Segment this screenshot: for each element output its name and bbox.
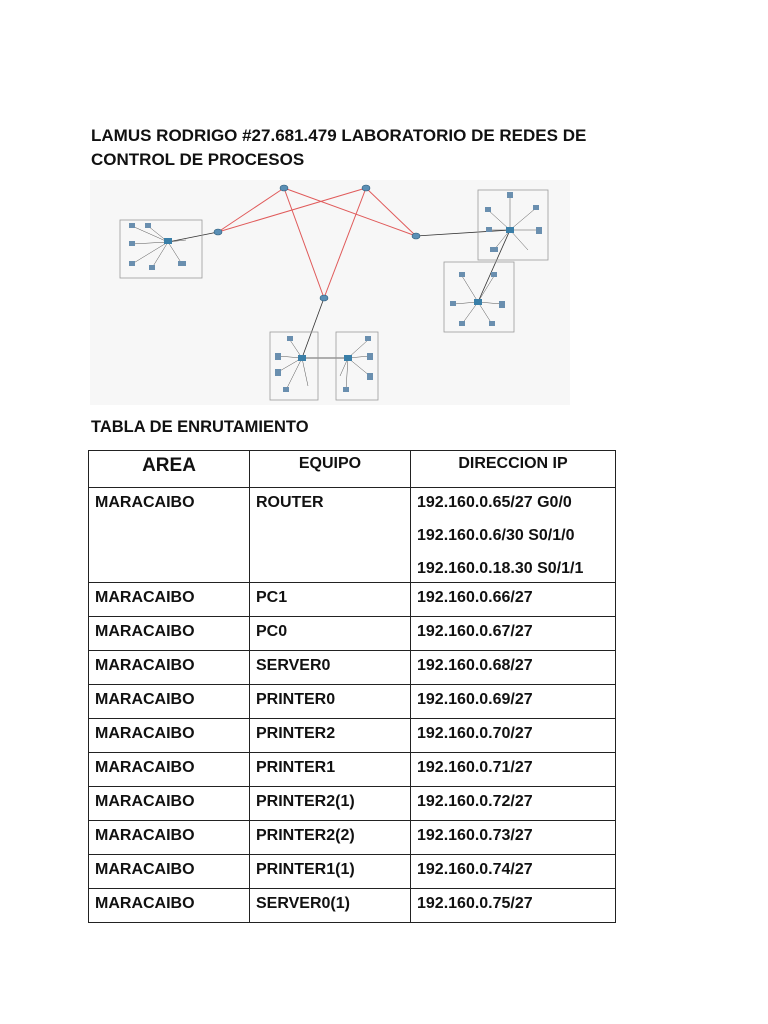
- ip-address: 192.160.0.18.30 S0/1/1: [417, 560, 584, 577]
- lan-links: [168, 230, 510, 358]
- cell-equipo: ROUTER: [250, 488, 411, 583]
- ip-address: 192.160.0.71/27: [417, 759, 533, 776]
- header-equipo: EQUIPO: [250, 451, 411, 488]
- cell-ip: [411, 488, 616, 583]
- cell-equipo: PC0: [250, 617, 411, 651]
- table-row: [89, 488, 616, 583]
- cell-equipo: PC1: [250, 583, 411, 617]
- table-row: [89, 787, 616, 821]
- header-ip: DIRECCION IP: [411, 451, 616, 488]
- ip-address: 192.160.0.72/27: [417, 793, 533, 810]
- table-row: [89, 753, 616, 787]
- cell-ip: [411, 821, 616, 855]
- cluster-left: [120, 220, 202, 278]
- cell-area: MARACAIBO: [89, 889, 250, 923]
- routing-table: [88, 450, 616, 923]
- ip-address: 192.160.0.74/27: [417, 861, 533, 878]
- cell-equipo: PRINTER0: [250, 685, 411, 719]
- cell-equipo: PRINTER1: [250, 753, 411, 787]
- table-row: [89, 719, 616, 753]
- table-row: [89, 889, 616, 923]
- cell-ip: [411, 651, 616, 685]
- cluster-top-right: [478, 190, 548, 260]
- ip-address: 192.160.0.75/27: [417, 895, 533, 912]
- cell-ip: [411, 685, 616, 719]
- cell-area: MARACAIBO: [89, 719, 250, 753]
- cell-ip: [411, 583, 616, 617]
- ip-address: 192.160.0.69/27: [417, 691, 533, 708]
- ip-address: 192.160.0.68/27: [417, 657, 533, 674]
- cell-equipo: SERVER0: [250, 651, 411, 685]
- ip-address: 192.160.0.73/27: [417, 827, 533, 844]
- ip-address: 192.160.0.65/27 G0/0: [417, 494, 572, 511]
- ip-address: 192.160.0.70/27: [417, 725, 533, 742]
- table-row: [89, 685, 616, 719]
- cell-ip: [411, 753, 616, 787]
- wan-links: [218, 188, 416, 298]
- document-title: LAMUS RODRIGO #27.681.479 LABORATORIO DE REDES DE CONTROL DE PROCESOS: [91, 126, 587, 169]
- ip-address: 192.160.0.66/27: [417, 589, 533, 606]
- cell-area: MARACAIBO: [89, 821, 250, 855]
- cluster-bottom-left: [270, 332, 318, 400]
- cell-equipo: PRINTER2(2): [250, 821, 411, 855]
- cluster-mid-right: [444, 262, 514, 332]
- cluster-bottom-right: [336, 332, 378, 400]
- table-row: [89, 617, 616, 651]
- table-row: [89, 583, 616, 617]
- cell-area: MARACAIBO: [89, 651, 250, 685]
- cell-area: MARACAIBO: [89, 488, 250, 583]
- cell-equipo: PRINTER1(1): [250, 855, 411, 889]
- cell-equipo: PRINTER2(1): [250, 787, 411, 821]
- cell-ip: [411, 719, 616, 753]
- cell-area: MARACAIBO: [89, 753, 250, 787]
- cell-area: MARACAIBO: [89, 583, 250, 617]
- cell-area: MARACAIBO: [89, 855, 250, 889]
- cell-ip: [411, 889, 616, 923]
- cell-ip: [411, 617, 616, 651]
- network-topology-diagram: [90, 180, 570, 405]
- table-row: [89, 821, 616, 855]
- table-row: [89, 651, 616, 685]
- cell-area: MARACAIBO: [89, 787, 250, 821]
- ip-address: 192.160.0.6/30 S0/1/0: [417, 527, 575, 544]
- table-row: [89, 855, 616, 889]
- cell-equipo: SERVER0(1): [250, 889, 411, 923]
- header-area: AREA: [89, 451, 250, 488]
- ip-address: 192.160.0.67/27: [417, 623, 533, 640]
- cell-ip: [411, 787, 616, 821]
- cell-area: MARACAIBO: [89, 685, 250, 719]
- table-header-row: [89, 451, 616, 488]
- cell-area: MARACAIBO: [89, 617, 250, 651]
- cell-equipo: PRINTER2: [250, 719, 411, 753]
- cell-ip: [411, 855, 616, 889]
- section-title: TABLA DE ENRUTAMIENTO: [91, 418, 309, 436]
